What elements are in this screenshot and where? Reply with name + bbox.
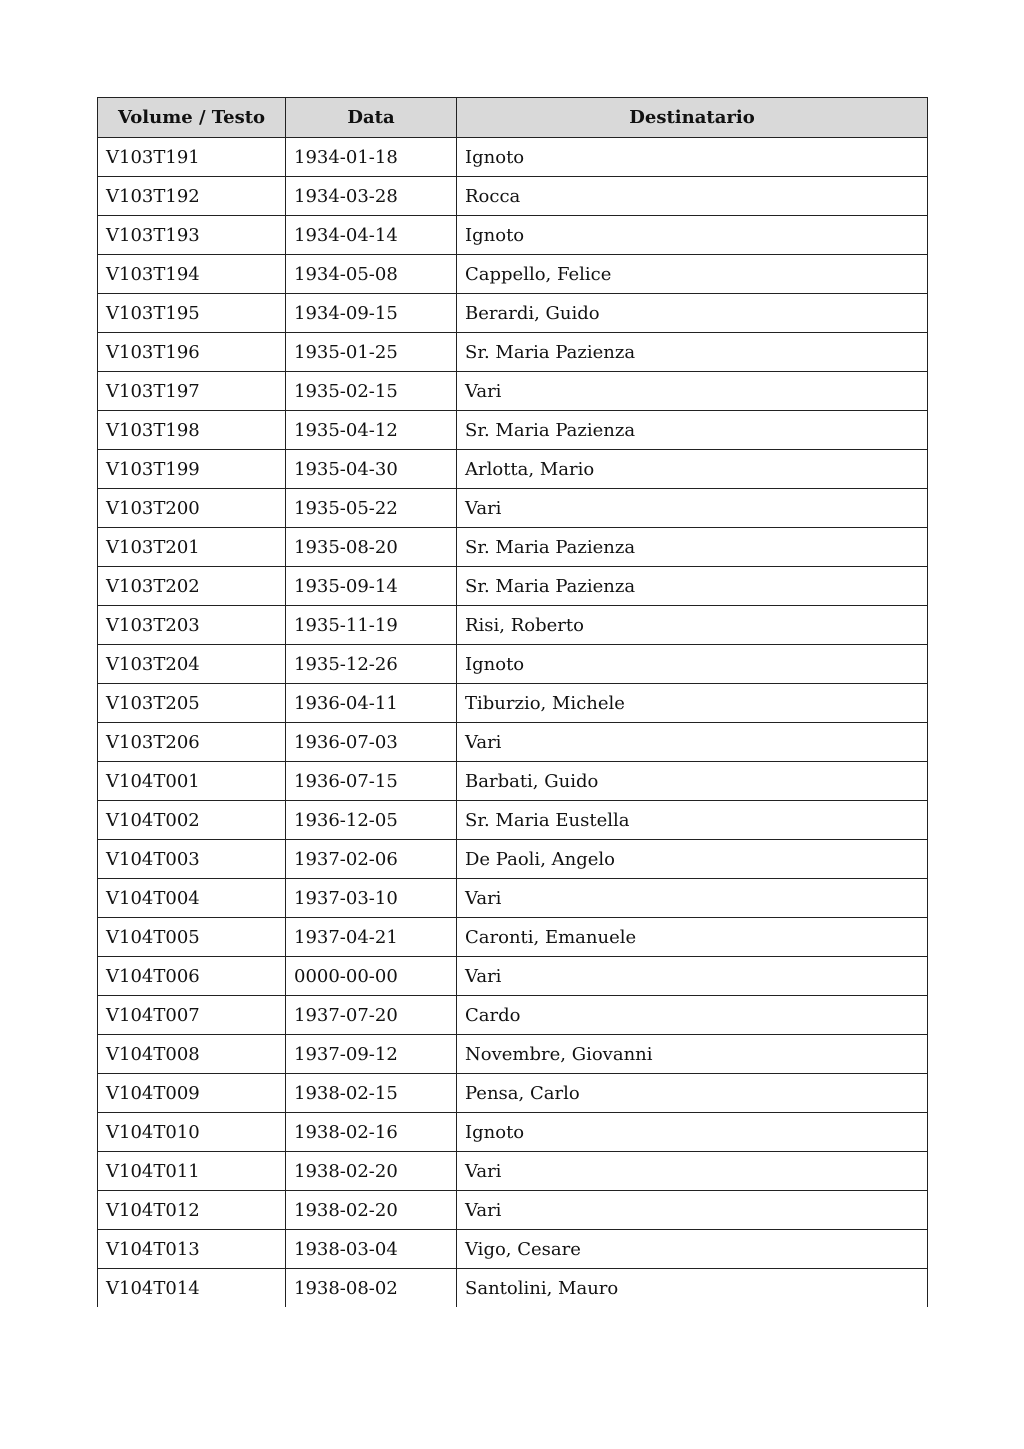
- table-row: [98, 411, 928, 450]
- volume-testo-cell: V103T196: [98, 333, 286, 372]
- destinatario-cell: Sr. Maria Pazienza: [457, 333, 928, 372]
- table-row: [98, 372, 928, 411]
- data-cell: 1938-03-04: [286, 1230, 457, 1269]
- table-row: [98, 294, 928, 333]
- volume-testo-cell: V104T001: [98, 762, 286, 801]
- volume-testo-cell: V104T004: [98, 879, 286, 918]
- destinatario-cell: Berardi, Guido: [457, 294, 928, 333]
- table-row: [98, 762, 928, 801]
- letters-table: [97, 97, 928, 1307]
- table-row: [98, 450, 928, 489]
- destinatario-cell: Sr. Maria Pazienza: [457, 567, 928, 606]
- volume-testo-cell: V103T205: [98, 684, 286, 723]
- volume-testo-cell: V103T192: [98, 177, 286, 216]
- destinatario-cell: Risi, Roberto: [457, 606, 928, 645]
- data-cell: 1935-12-26: [286, 645, 457, 684]
- table-row: [98, 879, 928, 918]
- destinatario-cell: Vari: [457, 372, 928, 411]
- table-row: [98, 489, 928, 528]
- data-cell: 1934-04-14: [286, 216, 457, 255]
- volume-testo-cell: V104T010: [98, 1113, 286, 1152]
- volume-testo-cell: V104T013: [98, 1230, 286, 1269]
- data-cell: 1935-08-20: [286, 528, 457, 567]
- volume-testo-cell: V104T005: [98, 918, 286, 957]
- volume-testo-cell: V104T002: [98, 801, 286, 840]
- volume-testo-cell: V103T206: [98, 723, 286, 762]
- table-header: [98, 98, 928, 138]
- table-row: [98, 684, 928, 723]
- table-row: [98, 1113, 928, 1152]
- column-header-destinatario: Destinatario: [457, 98, 928, 138]
- column-header-volume-testo: Volume / Testo: [98, 98, 286, 138]
- table-row: [98, 216, 928, 255]
- table-row: [98, 1230, 928, 1269]
- data-cell: 1937-03-10: [286, 879, 457, 918]
- data-cell: 1936-07-15: [286, 762, 457, 801]
- data-cell: 1935-11-19: [286, 606, 457, 645]
- volume-testo-cell: V103T203: [98, 606, 286, 645]
- volume-testo-cell: V104T012: [98, 1191, 286, 1230]
- volume-testo-cell: V103T195: [98, 294, 286, 333]
- table-row: [98, 645, 928, 684]
- data-cell: 1935-09-14: [286, 567, 457, 606]
- data-cell: 1935-02-15: [286, 372, 457, 411]
- table-row: [98, 138, 928, 177]
- table-row: [98, 840, 928, 879]
- table-row: [98, 333, 928, 372]
- destinatario-cell: Vari: [457, 723, 928, 762]
- data-cell: 1935-04-30: [286, 450, 457, 489]
- destinatario-cell: Vari: [457, 1152, 928, 1191]
- table-row: [98, 957, 928, 996]
- data-cell: 1936-12-05: [286, 801, 457, 840]
- volume-testo-cell: V103T191: [98, 138, 286, 177]
- volume-testo-cell: V104T009: [98, 1074, 286, 1113]
- destinatario-cell: Sr. Maria Eustella: [457, 801, 928, 840]
- volume-testo-cell: V104T014: [98, 1269, 286, 1308]
- table-row: [98, 996, 928, 1035]
- volume-testo-cell: V103T198: [98, 411, 286, 450]
- volume-testo-cell: V103T204: [98, 645, 286, 684]
- data-cell: 1938-08-02: [286, 1269, 457, 1308]
- destinatario-cell: Cappello, Felice: [457, 255, 928, 294]
- destinatario-cell: Vari: [457, 957, 928, 996]
- volume-testo-cell: V104T007: [98, 996, 286, 1035]
- table-row: [98, 1269, 928, 1308]
- data-cell: 1937-09-12: [286, 1035, 457, 1074]
- destinatario-cell: Sr. Maria Pazienza: [457, 528, 928, 567]
- table-row: [98, 1074, 928, 1113]
- data-cell: 1934-09-15: [286, 294, 457, 333]
- data-cell: 0000-00-00: [286, 957, 457, 996]
- destinatario-cell: Arlotta, Mario: [457, 450, 928, 489]
- volume-testo-cell: V103T202: [98, 567, 286, 606]
- header-row: [98, 98, 928, 138]
- data-cell: 1934-01-18: [286, 138, 457, 177]
- destinatario-cell: Vari: [457, 1191, 928, 1230]
- volume-testo-cell: V104T003: [98, 840, 286, 879]
- data-cell: 1935-04-12: [286, 411, 457, 450]
- destinatario-cell: Vari: [457, 489, 928, 528]
- destinatario-cell: Vari: [457, 879, 928, 918]
- volume-testo-cell: V104T011: [98, 1152, 286, 1191]
- volume-testo-cell: V103T194: [98, 255, 286, 294]
- table-row: [98, 723, 928, 762]
- destinatario-cell: Sr. Maria Pazienza: [457, 411, 928, 450]
- destinatario-cell: Pensa, Carlo: [457, 1074, 928, 1113]
- volume-testo-cell: V103T201: [98, 528, 286, 567]
- table-row: [98, 255, 928, 294]
- table-row: [98, 801, 928, 840]
- table-row: [98, 567, 928, 606]
- table-row: [98, 918, 928, 957]
- table-row: [98, 1035, 928, 1074]
- destinatario-cell: Barbati, Guido: [457, 762, 928, 801]
- data-cell: 1937-07-20: [286, 996, 457, 1035]
- table-row: [98, 606, 928, 645]
- destinatario-cell: Caronti, Emanuele: [457, 918, 928, 957]
- data-cell: 1938-02-20: [286, 1191, 457, 1230]
- data-cell: 1937-04-21: [286, 918, 457, 957]
- volume-testo-cell: V103T193: [98, 216, 286, 255]
- data-cell: 1936-04-11: [286, 684, 457, 723]
- volume-testo-cell: V104T006: [98, 957, 286, 996]
- volume-testo-cell: V103T197: [98, 372, 286, 411]
- destinatario-cell: Novembre, Giovanni: [457, 1035, 928, 1074]
- destinatario-cell: Ignoto: [457, 1113, 928, 1152]
- destinatario-cell: Vigo, Cesare: [457, 1230, 928, 1269]
- volume-testo-cell: V103T200: [98, 489, 286, 528]
- data-cell: 1938-02-16: [286, 1113, 457, 1152]
- table-row: [98, 1152, 928, 1191]
- data-cell: 1934-05-08: [286, 255, 457, 294]
- data-cell: 1935-01-25: [286, 333, 457, 372]
- volume-testo-cell: V104T008: [98, 1035, 286, 1074]
- destinatario-cell: Ignoto: [457, 645, 928, 684]
- data-cell: 1937-02-06: [286, 840, 457, 879]
- data-cell: 1938-02-20: [286, 1152, 457, 1191]
- data-cell: 1938-02-15: [286, 1074, 457, 1113]
- destinatario-cell: Cardo: [457, 996, 928, 1035]
- destinatario-cell: Rocca: [457, 177, 928, 216]
- destinatario-cell: Ignoto: [457, 216, 928, 255]
- table-row: [98, 177, 928, 216]
- data-cell: 1935-05-22: [286, 489, 457, 528]
- table-body: [98, 138, 928, 1308]
- table-row: [98, 528, 928, 567]
- table-row: [98, 1191, 928, 1230]
- data-cell: 1936-07-03: [286, 723, 457, 762]
- destinatario-cell: Ignoto: [457, 138, 928, 177]
- destinatario-cell: Santolini, Mauro: [457, 1269, 928, 1308]
- volume-testo-cell: V103T199: [98, 450, 286, 489]
- column-header-data: Data: [286, 98, 457, 138]
- destinatario-cell: Tiburzio, Michele: [457, 684, 928, 723]
- data-cell: 1934-03-28: [286, 177, 457, 216]
- destinatario-cell: De Paoli, Angelo: [457, 840, 928, 879]
